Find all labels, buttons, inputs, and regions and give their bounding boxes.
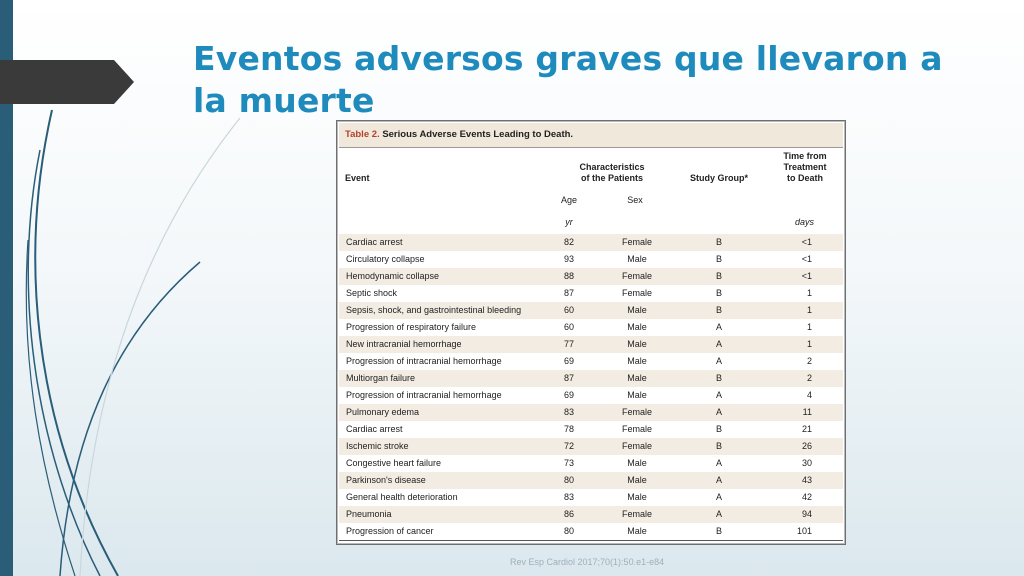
cell-study-group: B [715, 526, 722, 536]
cell-event: New intracranial hemorrhage [346, 339, 462, 349]
cell-event: Circulatory collapse [346, 254, 425, 264]
table-row [339, 421, 843, 438]
table-row [339, 472, 843, 489]
cell-study-group: A [715, 390, 722, 400]
table-row [339, 387, 843, 404]
cell-sex: Male [627, 305, 647, 315]
cell-study-group: A [715, 322, 722, 332]
cell-sex: Female [621, 424, 652, 434]
table-row [339, 404, 843, 421]
cell-sex: Male [627, 254, 647, 264]
cell-event: Progression of cancer [346, 526, 434, 536]
cell-study-group: A [715, 407, 722, 417]
table-row [339, 506, 843, 523]
cell-sex: Male [627, 390, 647, 400]
header-time-line2: Treatment [783, 162, 827, 172]
cell-sex: Female [621, 237, 652, 247]
table-row [339, 302, 843, 319]
cell-study-group: A [715, 458, 722, 468]
cell-age: 80 [563, 475, 574, 485]
cell-time-to-death: 2 [806, 373, 812, 383]
cell-event: Progression of intracranial hemorrhage [346, 390, 502, 400]
header-time-line1: Time from [783, 151, 827, 161]
cell-time-to-death: 101 [796, 526, 812, 536]
cell-study-group: A [715, 339, 722, 349]
results-table [336, 120, 846, 545]
cell-time-to-death: 26 [801, 441, 812, 451]
cell-event: Cardiac arrest [346, 237, 403, 247]
cell-event: Pneumonia [346, 509, 392, 519]
cell-event: Hemodynamic collapse [346, 271, 440, 281]
table-row [339, 438, 843, 455]
cell-study-group: B [715, 254, 722, 264]
cell-study-group: B [715, 441, 722, 451]
table-row [339, 268, 843, 285]
cell-study-group: B [715, 373, 722, 383]
header-study-group: Study Group* [690, 173, 748, 183]
table-row [339, 489, 843, 506]
header-event: Event [345, 173, 370, 183]
cell-time-to-death: <1 [801, 271, 812, 281]
cell-sex: Female [621, 407, 652, 417]
cell-age: 83 [563, 492, 574, 502]
cell-age: 69 [563, 356, 574, 366]
cell-age: 93 [563, 254, 574, 264]
header-time-line3: to Death [787, 173, 823, 183]
cell-time-to-death: 11 [802, 407, 812, 417]
cell-sex: Male [627, 475, 647, 485]
cell-sex: Male [627, 339, 647, 349]
cell-event: Pulmonary edema [346, 407, 420, 417]
cell-sex: Male [627, 458, 647, 468]
cell-event: Parkinson's disease [346, 475, 426, 485]
cell-time-to-death: 43 [801, 475, 812, 485]
cell-study-group: B [715, 305, 722, 315]
cell-event: Ischemic stroke [346, 441, 409, 451]
cell-study-group: B [715, 424, 722, 434]
cell-event: Progression of respiratory failure [346, 322, 477, 332]
cell-age: 83 [563, 407, 574, 417]
table-row [339, 336, 843, 353]
table-row [339, 455, 843, 472]
cell-time-to-death: 2 [806, 356, 812, 366]
cell-event: Multiorgan failure [346, 373, 416, 383]
cell-study-group: B [715, 237, 722, 247]
cell-sex: Male [627, 492, 647, 502]
cell-age: 77 [563, 339, 574, 349]
header-age-unit: yr [565, 217, 573, 227]
cell-study-group: A [715, 492, 722, 502]
cell-age: 82 [563, 237, 574, 247]
cell-sex: Female [621, 288, 652, 298]
cell-age: 60 [563, 305, 574, 315]
cell-sex: Male [627, 322, 647, 332]
cell-time-to-death: 4 [806, 390, 812, 400]
table-caption-number: Table 2. [345, 129, 380, 140]
table-row [339, 319, 843, 336]
cell-age: 69 [563, 390, 574, 400]
cell-sex: Male [627, 373, 647, 383]
caption-divider [339, 147, 843, 148]
slide-title: Eventos adversos graves que llevaron a la muerte [193, 39, 943, 120]
cell-sex: Male [627, 526, 647, 536]
cell-sex: Female [621, 441, 652, 451]
cell-study-group: A [715, 356, 722, 366]
cell-time-to-death: 1 [806, 288, 812, 298]
cell-sex: Male [627, 356, 647, 366]
cell-time-to-death: 1 [806, 322, 812, 332]
cell-time-to-death: 21 [801, 424, 812, 434]
cell-event: Septic shock [346, 288, 398, 298]
table-body [339, 234, 843, 540]
cell-age: 60 [563, 322, 574, 332]
header-characteristics-line1: Characteristics [579, 162, 645, 172]
cell-study-group: B [715, 271, 722, 281]
cell-age: 88 [563, 271, 574, 281]
cell-sex: Female [621, 509, 652, 519]
cell-time-to-death: <1 [801, 254, 812, 264]
cell-time-to-death: 1 [806, 339, 812, 349]
header-characteristics-line2: of the Patients [580, 173, 643, 183]
cell-age: 86 [563, 509, 574, 519]
cell-age: 87 [563, 373, 574, 383]
cell-age: 80 [563, 526, 574, 536]
table-row [339, 523, 843, 540]
cell-sex: Female [621, 271, 652, 281]
cell-time-to-death: 1 [806, 305, 812, 315]
cell-time-to-death: 94 [801, 509, 812, 519]
table-row [339, 370, 843, 387]
table-row [339, 353, 843, 370]
cell-time-to-death: 42 [801, 492, 812, 502]
table-row [339, 285, 843, 302]
cell-time-to-death: <1 [801, 237, 812, 247]
citation: Rev Esp Cardiol 2017;70(1):50.e1-e84 [510, 557, 665, 567]
table-bottom-rule [339, 540, 843, 541]
arrow-tab-shape [0, 60, 134, 104]
table-row [339, 234, 843, 251]
header-time-unit: days [795, 217, 815, 227]
cell-event: Congestive heart failure [346, 458, 442, 468]
cell-age: 73 [563, 458, 574, 468]
cell-study-group: B [715, 288, 722, 298]
cell-event: Progression of intracranial hemorrhage [346, 356, 502, 366]
cell-age: 87 [563, 288, 574, 298]
cell-study-group: A [715, 475, 722, 485]
cell-time-to-death: 30 [801, 458, 812, 468]
table-caption-text: Serious Adverse Events Leading to Death. [382, 129, 574, 140]
cell-event: General health deterioration [346, 492, 458, 502]
cell-event: Cardiac arrest [346, 424, 403, 434]
cell-age: 72 [563, 441, 574, 451]
header-age: Age [560, 195, 577, 205]
table-row [339, 251, 843, 268]
header-sex: Sex [627, 195, 643, 205]
cell-age: 78 [563, 424, 574, 434]
cell-study-group: A [715, 509, 722, 519]
table-caption [339, 123, 843, 147]
cell-event: Sepsis, shock, and gastrointestinal bleeding [346, 305, 522, 315]
